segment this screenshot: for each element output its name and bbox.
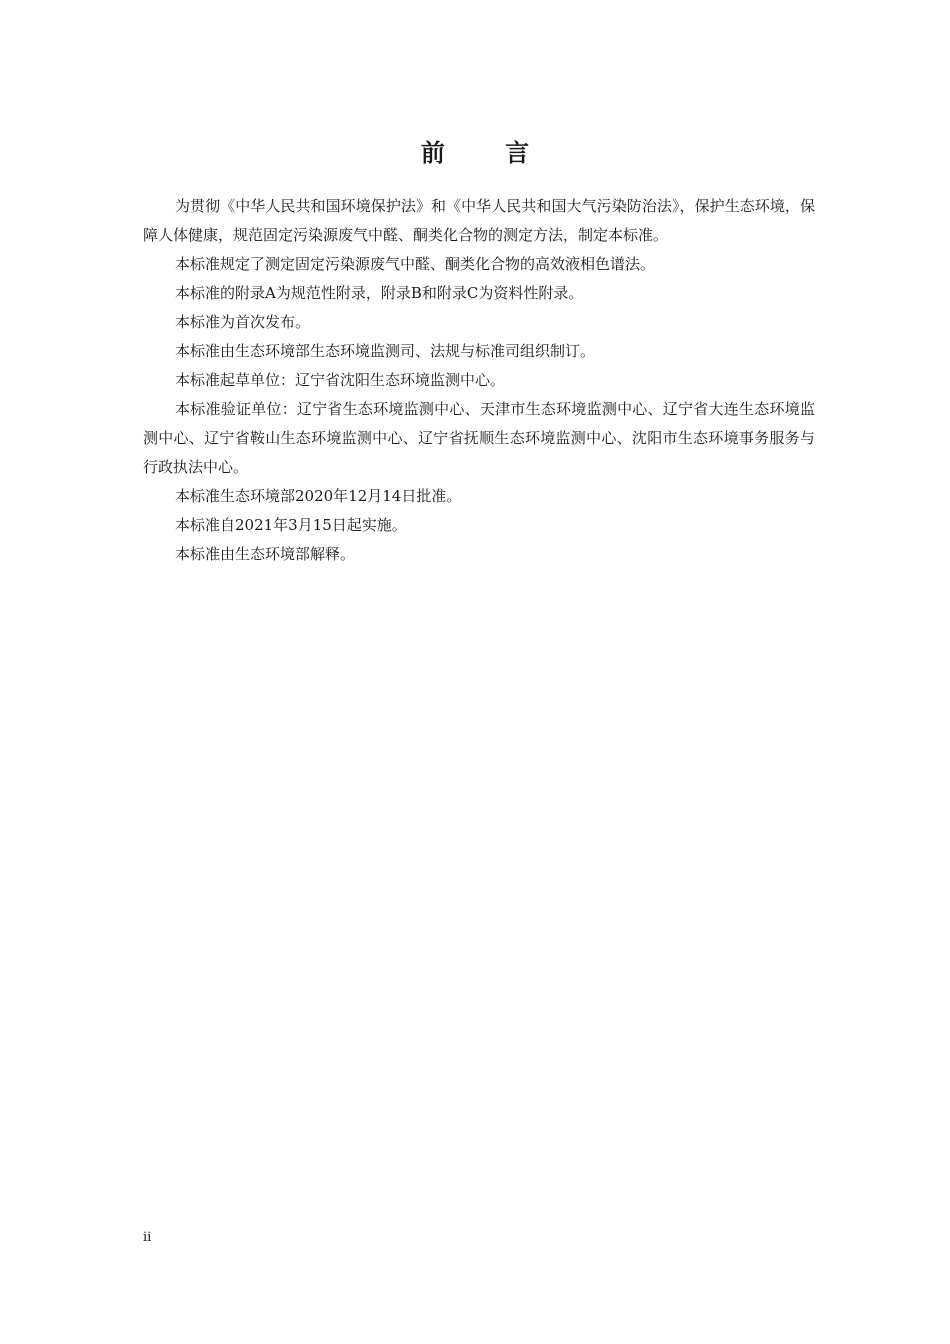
- paragraph-appendix: 本标准的附录A为规范性附录，附录B和附录C为资料性附录。: [175, 284, 584, 302]
- foreword-body: [143, 192, 815, 569]
- paragraph-purpose: 为贯彻《中华人民共和国环境保护法》和《中华人民共和国大气污染防治法》，保护生态环境，保障人体健康，规范固定污染源废气中醛、酮类化合物的测定方法，制定本标准。: [143, 197, 815, 244]
- paragraph-scope: 本标准规定了测定固定污染源废气中醛、酮类化合物的高效液相色谱法。: [175, 255, 656, 273]
- page-number: ii: [143, 1230, 152, 1245]
- paragraph-drafting-unit: 本标准起草单位：辽宁省沈阳生态环境监测中心。: [175, 371, 506, 389]
- paragraph-approval-date: 本标准生态环境部2020年12月14日批准。: [175, 487, 462, 505]
- paragraph-effective-date: 本标准自2021年3月15日起实施。: [175, 516, 407, 534]
- page-title: 前 言: [420, 139, 556, 167]
- paragraph-first-release: 本标准为首次发布。: [175, 313, 311, 331]
- paragraph-organizer: 本标准由生态环境部生态环境监测司、法规与标准司组织制订。: [175, 342, 596, 360]
- paragraph-interpretation: 本标准由生态环境部解释。: [175, 545, 356, 563]
- paragraph-verification-units: 本标准验证单位：辽宁省生态环境监测中心、天津市生态环境监测中心、辽宁省大连生态环境监测中心、辽宁省鞍山生态环境监测中心、辽宁省抚顺生态环境监测中心、沈阳市生态环境事务服务与行政执法中心。: [143, 400, 815, 476]
